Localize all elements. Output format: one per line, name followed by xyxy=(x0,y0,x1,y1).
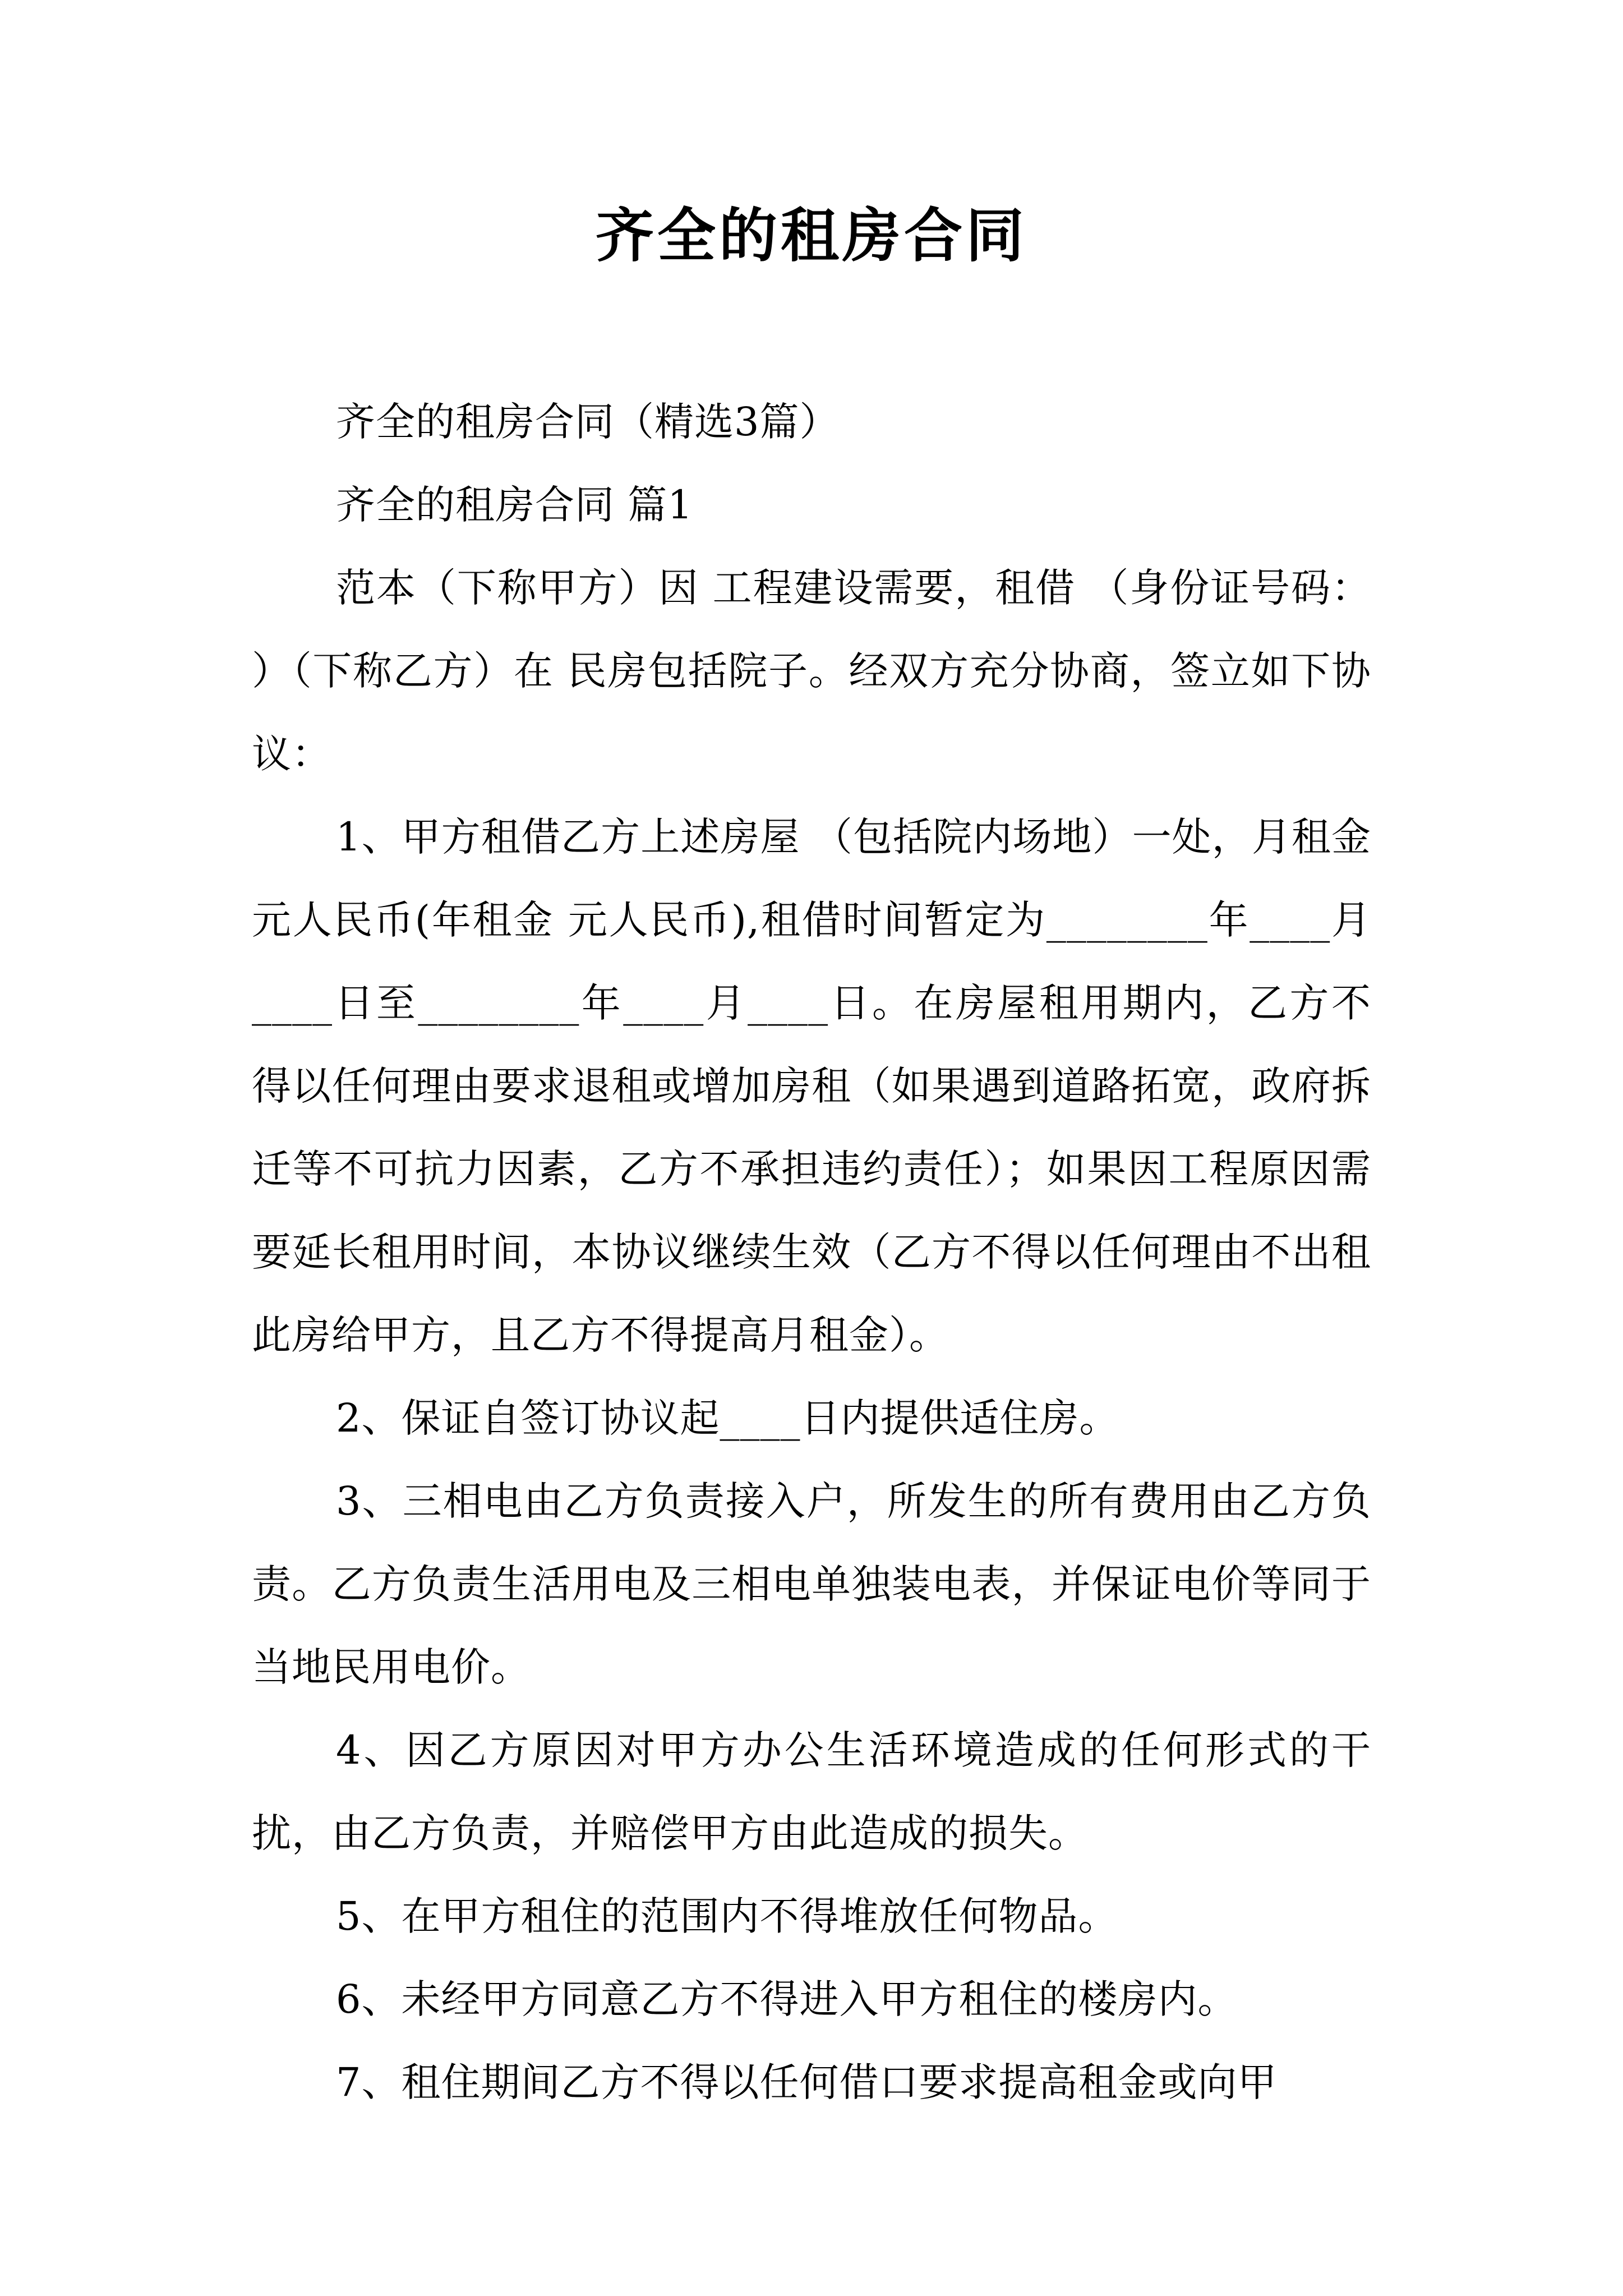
paragraph-clause-4: 4、因乙方原因对甲方办公生活环境造成的任何形式的干扰，由乙方负责，并赔偿甲方由此造成的损失。 xyxy=(252,1727,1371,1856)
paragraph-clause-6: 6、未经甲方同意乙方不得进入甲方租住的楼房内。 xyxy=(336,1976,1238,2022)
paragraph-clause-2: 2、保证自签订协议起____日内提供适住房。 xyxy=(336,1395,1119,1441)
paragraph-clause-1: 1、甲方租借乙方上述房屋 （包括院内场地）一处，月租金元人民币(年租金 元人民币),租借时间暂定为________年____月____日至________年____月____日。在房屋租用期内，乙方不得以任何理由要求退租或增加房租（如果遇到道路拓宽，政府拆迁等不可抗力因素，乙方不承担违约责任）；如果因工程原因需要延长租用时间，本协议继续生效（乙方不得以任何理由不出租此房给甲方，且乙方不得提高月租金）。 xyxy=(252,814,1371,1358)
paragraph-clause-3: 3、三相电由乙方负责接入户，所发生的所有费用由乙方负责。乙方负责生活用电及三相电单独装电表，并保证电价等同于当地民用电价。 xyxy=(252,1478,1371,1690)
paragraph-subtitle: 齐全的租房合同（精选3篇） xyxy=(336,399,840,445)
paragraph-clause-7: 7、租住期间乙方不得以任何借口要求提高租金或向甲 xyxy=(336,2059,1278,2105)
paragraph-clause-5: 5、在甲方租住的范围内不得堆放任何物品。 xyxy=(336,1893,1118,1939)
document-body xyxy=(252,380,1371,2124)
document-title: 齐全的租房合同 xyxy=(595,201,1027,270)
paragraph-intro: 范本（下称甲方）因 工程建设需要，租借 （身份证号码： ）（下称乙方）在 民房包括院子。经双方充分协商，签立如下协议： xyxy=(252,565,1371,777)
paragraph-section-heading: 齐全的租房合同 篇1 xyxy=(336,482,693,528)
